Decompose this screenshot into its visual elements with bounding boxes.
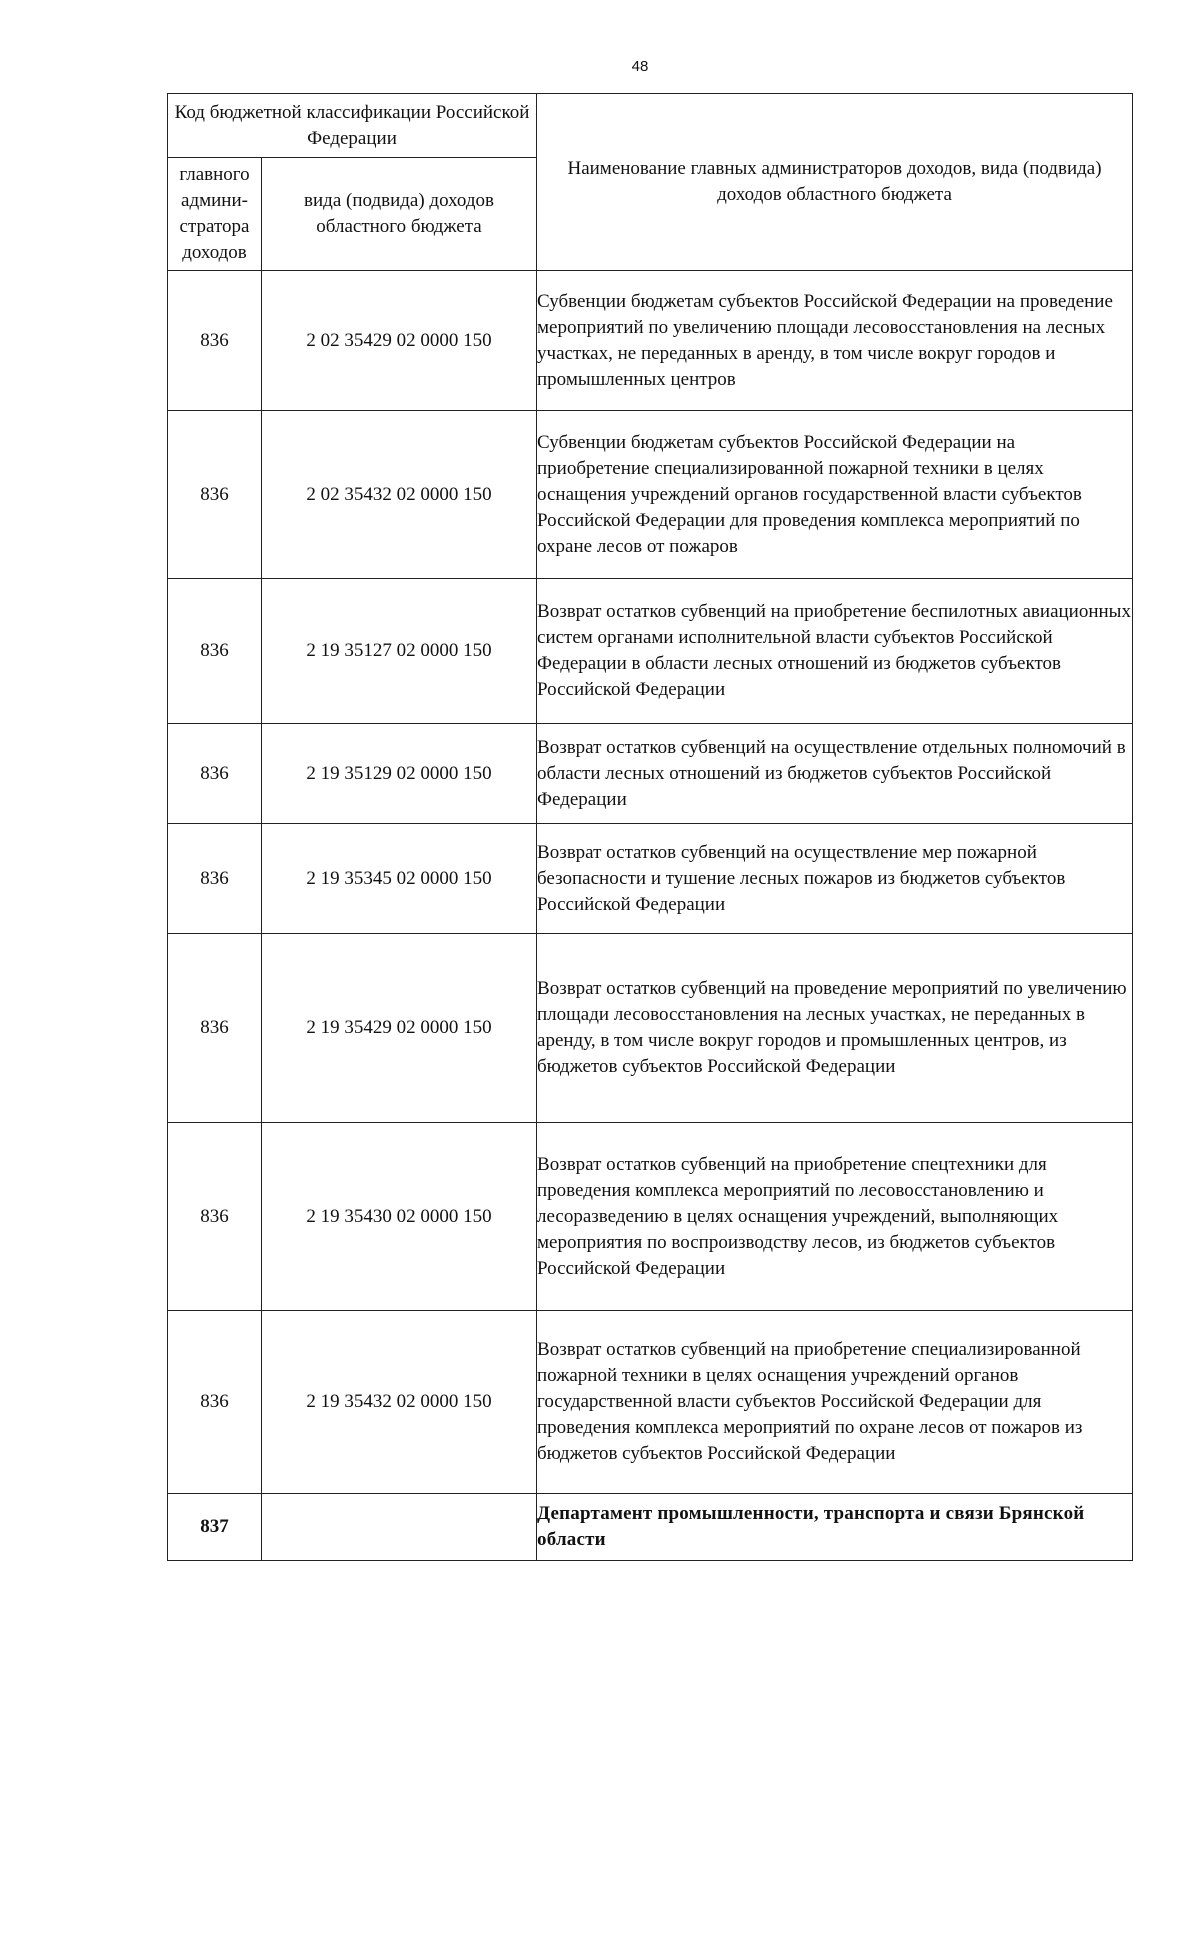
income-name-cell: Возврат остатков субвенций на приобретение специализированной пожарной техники в целях оснащения учреждений органов государственной власти субъектов Российской Федерации для проведения комплекса мероприятий по охране лесов от пожаров из бюджетов субъектов Российской Федерации (537, 1311, 1133, 1494)
admin-code-cell: 836 (168, 1311, 262, 1494)
header-group-title: Код бюджетной классификации Российской Федерации (168, 94, 537, 158)
income-name-cell: Возврат остатков субвенций на проведение мероприятий по увеличению площади лесовосстановления на лесных участках, не переданных в аренду, в том числе вокруг городов и промышленных центров, из бюджетов субъектов Российской Федерации (537, 934, 1133, 1123)
header-admin-column: главного админи-стратора доходов (168, 158, 262, 271)
income-name-cell: Возврат остатков субвенций на приобретение беспилотных авиационных систем органами исполнительной власти субъектов Российской Федерации в области лесных отношений из бюджетов субъектов Российской Федерации (537, 579, 1133, 724)
table-row (168, 1311, 1133, 1494)
income-name-cell: Возврат остатков субвенций на приобретение спецтехники для проведения комплекса мероприятий по лесовосстановлению и лесоразведению в целях оснащения учреждений, выполняющих мероприятия по воспроизводству лесов, из бюджетов субъектов Российской Федерации (537, 1123, 1133, 1311)
admin-code-cell: 836 (168, 579, 262, 724)
table-row (168, 934, 1133, 1123)
income-code-cell: 2 02 35432 02 0000 150 (262, 411, 537, 579)
table-row (168, 579, 1133, 724)
income-name-cell: Возврат остатков субвенций на осуществление отдельных полномочий в области лесных отношений из бюджетов субъектов Российской Федерации (537, 724, 1133, 824)
admin-code-cell: 836 (168, 724, 262, 824)
admin-code-cell: 836 (168, 1123, 262, 1311)
table-row (168, 1494, 1133, 1561)
table-row (168, 271, 1133, 411)
table-row (168, 1123, 1133, 1311)
admin-code-cell: 836 (168, 271, 262, 411)
table-row (168, 411, 1133, 579)
header-name-column: Наименование главных администраторов доходов, вида (подвида) доходов областного бюджета (537, 94, 1133, 271)
income-name-cell: Субвенции бюджетам субъектов Российской Федерации на приобретение специализированной пожарной техники в целях оснащения учреждений органов государственной власти субъектов Российской Федерации для проведения комплекса мероприятий по охране лесов от пожаров (537, 411, 1133, 579)
page-number: 48 (631, 58, 649, 75)
income-code-cell: 2 19 35432 02 0000 150 (262, 1311, 537, 1494)
income-code-cell: 2 19 35429 02 0000 150 (262, 934, 537, 1123)
header-code-column: вида (подвида) доходов областного бюджета (262, 158, 537, 271)
income-code-cell: 2 19 35345 02 0000 150 (262, 824, 537, 934)
income-code-cell: 2 19 35129 02 0000 150 (262, 724, 537, 824)
admin-code-cell: 836 (168, 411, 262, 579)
admin-code-cell: 836 (168, 824, 262, 934)
admin-code-cell: 836 (168, 934, 262, 1123)
admin-code-cell: 837 (168, 1494, 262, 1561)
budget-classification-table (167, 93, 1133, 1561)
administrator-name-cell: Департамент промышленности, транспорта и связи Брянской области (537, 1494, 1133, 1561)
income-name-cell: Возврат остатков субвенций на осуществление мер пожарной безопасности и тушение лесных пожаров из бюджетов субъектов Российской Федерации (537, 824, 1133, 934)
income-name-cell: Субвенции бюджетам субъектов Российской Федерации на проведение мероприятий по увеличению площади лесовосстановления на лесных участках, не переданных в аренду, в том числе вокруг городов и промышленных центров (537, 271, 1133, 411)
income-code-cell: 2 19 35127 02 0000 150 (262, 579, 537, 724)
income-code-cell: 2 02 35429 02 0000 150 (262, 271, 537, 411)
table-row (168, 724, 1133, 824)
table-row (168, 824, 1133, 934)
income-code-cell (262, 1494, 537, 1561)
income-code-cell: 2 19 35430 02 0000 150 (262, 1123, 537, 1311)
